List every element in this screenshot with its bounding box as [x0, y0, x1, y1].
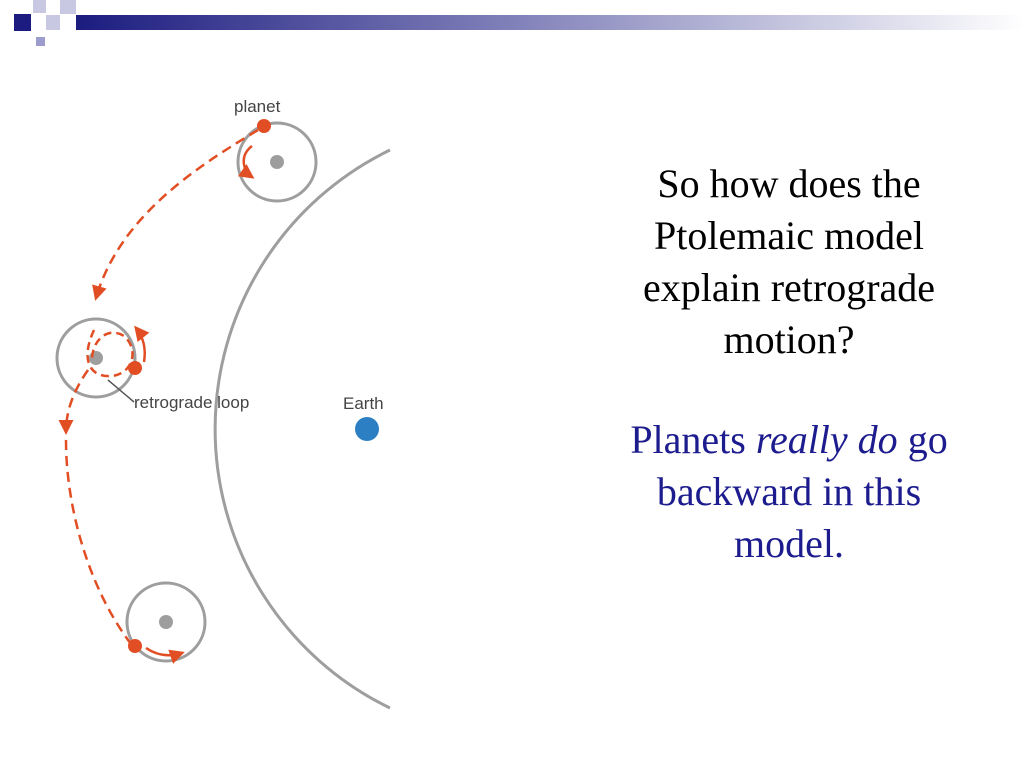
header-square-light [46, 15, 60, 30]
answer-planets-text: Planets [630, 417, 756, 462]
question-line: explain retrograde [642, 265, 936, 310]
header-square-light [60, 0, 76, 14]
ptolemaic-model-diagram [0, 62, 560, 768]
planet-label: planet [234, 97, 281, 116]
planet-path-middle [66, 370, 88, 432]
planet-path-upper [96, 130, 258, 298]
epicycle-arrow-middle [136, 328, 145, 362]
planet-path-lower [66, 440, 131, 644]
planet-dot-middle [128, 361, 142, 375]
answer-line: backward in this [656, 469, 922, 514]
answer-go-text: go [897, 417, 948, 462]
planet-dot-top [257, 119, 271, 133]
answer-line: model. [734, 521, 844, 566]
epicycle-arrow-bottom [146, 648, 182, 655]
retrograde-loop-label: retrograde loop [134, 393, 250, 412]
slide-header-decoration [0, 0, 1024, 62]
retrograde-loop-leader [108, 380, 134, 402]
answer-line [580, 414, 998, 466]
header-gradient-bar [76, 15, 1024, 30]
header-square-light [33, 0, 46, 13]
question-line: Ptolemaic model [654, 213, 924, 258]
answer-emphasis-text: really do [755, 417, 898, 462]
slide-text-block [580, 158, 998, 570]
earth-dot [355, 417, 379, 441]
question-text [580, 158, 998, 366]
question-line: So how does the [657, 161, 921, 206]
epicycle-center-top [270, 155, 284, 169]
answer-text [580, 414, 998, 570]
header-square-dark [14, 14, 31, 31]
epicycle-center-middle [89, 351, 103, 365]
question-line: motion? [723, 317, 855, 362]
epicycle-arrow-top [244, 146, 252, 177]
epicycle-center-bottom [159, 615, 173, 629]
earth-label: Earth [343, 394, 384, 413]
planet-dot-bottom [128, 639, 142, 653]
header-square-mid [36, 37, 45, 46]
